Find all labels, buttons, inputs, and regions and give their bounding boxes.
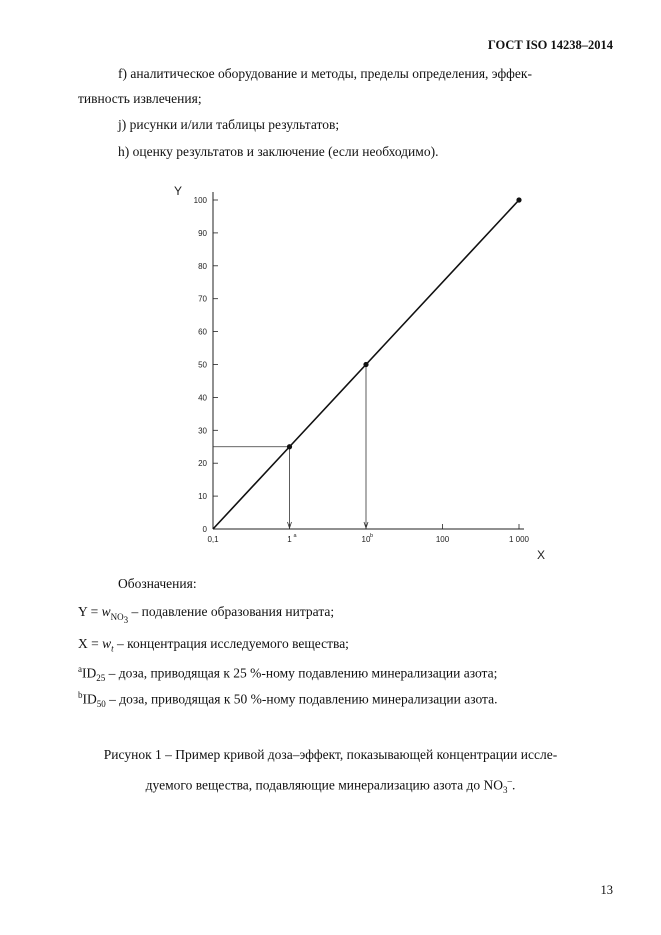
caption-sup: – bbox=[507, 776, 512, 786]
legend-b-mark: b bbox=[78, 690, 83, 700]
legend-b-sub: 50 bbox=[96, 699, 106, 710]
legend-x-var: w bbox=[102, 636, 112, 651]
y-tick-label: 40 bbox=[198, 393, 207, 403]
y-tick-label: 100 bbox=[193, 196, 207, 205]
x-axis-label: X bbox=[537, 548, 546, 562]
legend-b-text: – доза, приводящая к 50 %-ному подавлению минерализации азота. bbox=[105, 691, 498, 707]
document-code: ГОСТ ISO 14238–2014 bbox=[487, 38, 613, 52]
chart-labels bbox=[174, 184, 545, 562]
legend-x-sub: t bbox=[111, 643, 114, 654]
figure-caption-line2 bbox=[0, 768, 661, 803]
x-tick-label: 1 000 bbox=[508, 535, 530, 544]
legend-y-var: w bbox=[101, 604, 111, 619]
caption-text: дуемого вещества, подавляющие минерализацию азота до NO bbox=[145, 777, 503, 793]
legend-a-id: ID bbox=[82, 665, 97, 681]
legend-y-sub2: 3 bbox=[123, 614, 129, 625]
dose-response-chart bbox=[160, 175, 560, 570]
legend-a-text: – доза, приводящая к 25 %-ному подавлению минерализации азота; bbox=[105, 665, 498, 681]
legend-b bbox=[78, 690, 497, 709]
legend-title: Обозначения: bbox=[118, 576, 197, 591]
x-tick-label: 1 bbox=[287, 535, 292, 544]
legend-y-text: – подавление образования нитрата; bbox=[128, 604, 335, 619]
list-item-f-line2: тивность извлечения; bbox=[78, 91, 202, 106]
legend-a-sub: 25 bbox=[96, 673, 106, 684]
legend-x-prefix: X = bbox=[78, 636, 103, 651]
x-tick-superscript: b bbox=[370, 533, 374, 539]
list-item-h: h) оценку результатов и заключение (если необходимо). bbox=[118, 144, 439, 159]
y-tick-label: 10 bbox=[198, 492, 207, 502]
y-tick-label: 20 bbox=[198, 459, 207, 469]
x-tick-label: 100 bbox=[435, 535, 450, 544]
y-tick-label: 80 bbox=[198, 261, 207, 271]
legend-y bbox=[78, 604, 334, 624]
page-number: 13 bbox=[600, 883, 613, 897]
data-point bbox=[287, 444, 292, 449]
legend-x bbox=[78, 636, 349, 654]
caption-end: . bbox=[511, 777, 516, 793]
figure-caption-line1: Рисунок 1 – Пример кривой доза–эффект, показывающей концентрации иссле- bbox=[103, 747, 558, 762]
y-tick-label: 70 bbox=[198, 294, 207, 304]
y-tick-label: 60 bbox=[198, 327, 207, 337]
caption-sub: 3 bbox=[502, 785, 508, 796]
legend-a-mark: a bbox=[78, 664, 82, 674]
y-tick-label: 30 bbox=[198, 426, 207, 436]
legend-a bbox=[78, 664, 497, 683]
x-tick-label: 10 bbox=[361, 535, 371, 544]
legend-b-id: ID bbox=[82, 691, 97, 707]
y-tick-label: 0 bbox=[202, 525, 207, 534]
list-item-f-line1: f) аналитическое оборудование и методы, пределы определения, эффек- bbox=[118, 66, 532, 81]
legend-x-text: – концентрация исследуемого вещества; bbox=[113, 636, 349, 651]
y-axis-label: Y bbox=[174, 184, 183, 198]
y-tick-label: 50 bbox=[198, 360, 207, 370]
legend-y-sub: NO bbox=[110, 611, 124, 622]
data-point bbox=[363, 362, 368, 367]
data-point bbox=[516, 197, 521, 202]
y-tick-label: 90 bbox=[198, 228, 207, 238]
x-tick-superscript: a bbox=[293, 533, 297, 539]
list-item-j: j) рисунки и/или таблицы результатов; bbox=[118, 117, 340, 132]
x-tick-label: 0,1 bbox=[207, 535, 219, 544]
legend-y-prefix: Y = bbox=[78, 604, 102, 619]
